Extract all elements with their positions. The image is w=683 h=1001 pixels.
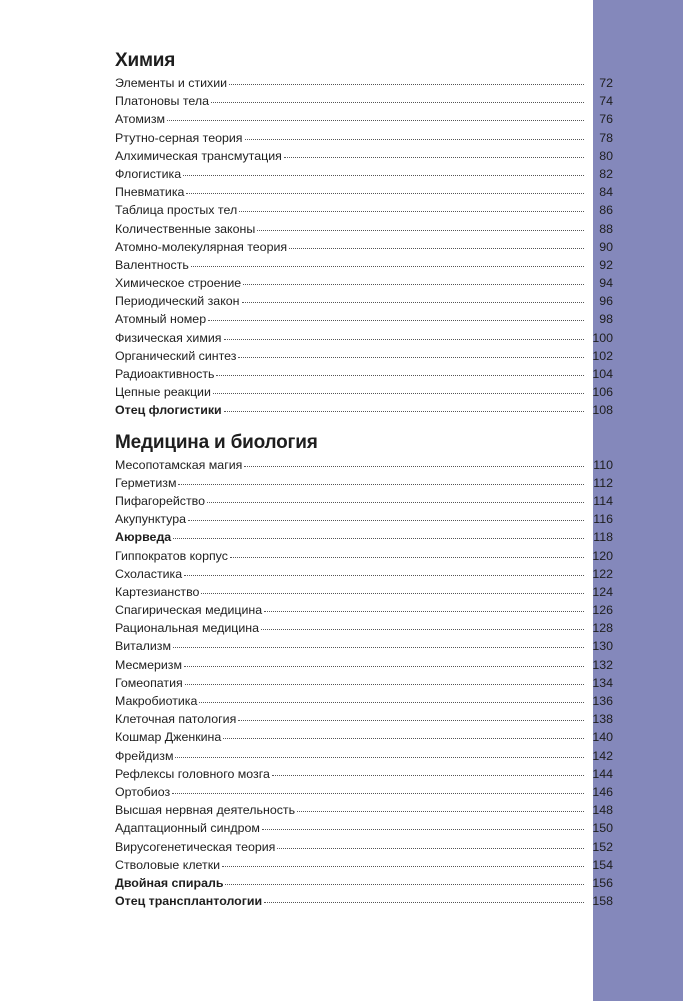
entry-page-number: 90 (599, 239, 613, 254)
entry-page-number: 98 (599, 312, 613, 327)
toc-entry[interactable] (115, 129, 613, 147)
entry-title: Физическая химия (115, 330, 222, 345)
entry-page-number: 156 (592, 875, 613, 890)
entry-title: Алхимическая трансмутация (115, 148, 282, 163)
entry-page-number: 110 (593, 457, 613, 472)
dot-leader (208, 310, 584, 321)
entry-title: Месмеризм (115, 657, 182, 672)
dot-leader (175, 747, 584, 758)
toc-entry[interactable] (115, 92, 613, 110)
entry-title: Пневматика (115, 185, 185, 200)
entry-title: Валентность (115, 257, 189, 272)
dot-leader (188, 510, 584, 521)
toc-entry[interactable] (115, 819, 613, 837)
toc-entry[interactable] (115, 347, 613, 365)
toc-entry[interactable] (115, 656, 613, 674)
toc-entry[interactable] (115, 456, 613, 474)
dot-leader (223, 728, 584, 739)
toc-entry[interactable] (115, 601, 613, 619)
dot-leader (172, 783, 584, 794)
toc-entry[interactable] (115, 692, 613, 710)
entry-page-number: 118 (593, 530, 613, 545)
toc-entry[interactable] (115, 201, 613, 219)
entry-title: Витализм (115, 639, 171, 654)
entry-page-number: 102 (592, 348, 613, 363)
dot-leader (207, 492, 584, 503)
toc-entry[interactable] (115, 783, 613, 801)
toc-entry[interactable] (115, 710, 613, 728)
entry-title: Аюрведа (115, 530, 172, 545)
entry-title: Картезианство (115, 584, 200, 599)
entry-page-number: 114 (593, 493, 613, 508)
entry-title: Таблица простых тел (115, 203, 238, 218)
entry-page-number: 130 (592, 639, 613, 654)
toc-entry[interactable] (115, 583, 613, 601)
toc-entry[interactable] (115, 165, 613, 183)
entry-page-number: 74 (599, 94, 613, 109)
entry-title: Атомизм (115, 112, 166, 127)
entry-page-number: 84 (599, 185, 613, 200)
toc-entry[interactable] (115, 292, 613, 310)
entry-title: Фрейдизм (115, 748, 174, 763)
toc-entry[interactable] (115, 183, 613, 201)
toc-entry[interactable] (115, 510, 613, 528)
dot-leader (185, 674, 584, 685)
entry-page-number: 144 (592, 766, 613, 781)
toc-entry[interactable] (115, 619, 613, 637)
entry-page-number: 140 (592, 730, 613, 745)
entry-page-number: 108 (592, 403, 613, 418)
dot-leader (239, 201, 584, 212)
toc-entry[interactable] (115, 256, 613, 274)
dot-leader (191, 256, 584, 267)
toc-entry[interactable] (115, 801, 613, 819)
dot-leader (272, 765, 584, 776)
table-of-contents (115, 48, 613, 910)
toc-entry[interactable] (115, 838, 613, 856)
entry-title: Кошмар Дженкина (115, 730, 222, 745)
entry-page-number: 86 (599, 203, 613, 218)
entry-title: Элементы и стихии (115, 76, 228, 90)
dot-leader (284, 147, 584, 158)
entry-title: Рациональная медицина (115, 621, 259, 636)
toc-entry[interactable] (115, 528, 613, 546)
dot-leader (257, 220, 584, 231)
dot-leader (262, 819, 584, 830)
entry-title: Акупунктура (115, 512, 186, 527)
entry-page-number: 122 (592, 566, 613, 581)
entry-title: Органический синтез (115, 348, 237, 363)
toc-entry[interactable] (115, 474, 613, 492)
entry-title: Атомный номер (115, 312, 207, 327)
toc-entry[interactable] (115, 383, 613, 401)
dot-leader (222, 856, 584, 867)
dot-leader (242, 292, 585, 303)
entry-title: Стволовые клетки (115, 857, 221, 872)
entry-page-number: 126 (592, 603, 613, 618)
toc-entry[interactable] (115, 637, 613, 655)
dot-leader (178, 474, 584, 485)
entry-title: Ортобиоз (115, 784, 171, 799)
entry-title: Клеточная патология (115, 712, 237, 727)
entry-title: Количественные законы (115, 221, 256, 236)
dot-leader (289, 238, 584, 249)
toc-entries (115, 74, 613, 420)
entry-title: Пифагорейство (115, 493, 205, 508)
entry-title: Рефлексы головного мозга (115, 766, 270, 781)
toc-entry[interactable] (115, 147, 613, 165)
section-title: Химия (115, 50, 176, 71)
entry-title: Вирусогенетическая теория (115, 839, 276, 854)
toc-entry[interactable] (115, 565, 613, 583)
dot-leader (224, 401, 584, 412)
entry-page-number: 88 (599, 221, 613, 236)
entry-title: Цепные реакции (115, 385, 211, 400)
entry-title: Атомно-молекулярная теория (115, 239, 288, 254)
entry-title: Месопотамская магия (115, 457, 243, 472)
entry-page-number: 158 (592, 894, 613, 909)
entry-page-number: 120 (592, 548, 613, 563)
entry-title: Флогистика (115, 166, 182, 181)
entry-title: Двойная спираль (115, 875, 224, 890)
entry-page-number: 136 (592, 694, 613, 708)
toc-entry[interactable] (115, 220, 613, 238)
entry-page-number: 152 (592, 839, 613, 854)
entry-page-number: 100 (592, 330, 613, 345)
dot-leader (229, 74, 584, 85)
dot-leader (264, 892, 584, 903)
toc-entry[interactable] (115, 874, 613, 892)
toc-entry[interactable] (115, 547, 613, 565)
toc-entry[interactable] (115, 674, 613, 692)
dot-leader (261, 619, 584, 630)
entry-page-number: 148 (592, 803, 613, 818)
entry-page-number: 128 (592, 621, 613, 636)
dot-leader (173, 528, 584, 539)
toc-entry[interactable] (115, 74, 613, 92)
dot-leader (244, 456, 584, 467)
dot-leader (199, 692, 584, 703)
entry-title: Адаптационный синдром (115, 821, 260, 836)
entry-page-number: 96 (599, 294, 613, 309)
entry-title: Макробиотика (115, 694, 198, 708)
dot-leader (224, 329, 585, 340)
toc-entry[interactable] (115, 329, 613, 347)
toc-entry[interactable] (115, 892, 613, 910)
entry-page-number: 154 (592, 857, 613, 872)
entry-title: Гомеопатия (115, 675, 183, 690)
entry-page-number: 78 (599, 130, 613, 145)
toc-entry[interactable] (115, 492, 613, 510)
entry-title: Высшая нервная деятельность (115, 803, 296, 818)
entry-page-number: 150 (592, 821, 613, 836)
dot-leader (245, 129, 584, 140)
entry-page-number: 82 (599, 166, 613, 181)
dot-leader (173, 637, 584, 648)
dot-leader (201, 583, 584, 594)
entry-page-number: 106 (592, 385, 613, 400)
entry-page-number: 112 (593, 475, 613, 490)
toc-entry[interactable] (115, 110, 613, 128)
toc-section-medicine-biology (115, 430, 613, 911)
entry-page-number: 116 (593, 512, 613, 527)
dot-leader (243, 274, 584, 285)
dot-leader (184, 656, 584, 667)
dot-leader (277, 838, 584, 849)
entry-page-number: 72 (599, 76, 613, 90)
entry-title: Ртутно-серная теория (115, 130, 243, 145)
entry-title: Химическое строение (115, 276, 242, 291)
dot-leader (264, 601, 584, 612)
toc-section-chemistry (115, 48, 613, 420)
toc-entries (115, 456, 613, 911)
toc-entry[interactable] (115, 274, 613, 292)
dot-leader (238, 710, 584, 721)
entry-page-number: 94 (599, 276, 613, 291)
toc-entry[interactable] (115, 310, 613, 328)
toc-entry[interactable] (115, 728, 613, 746)
entry-page-number: 146 (592, 784, 613, 799)
entry-title: Спагирическая медицина (115, 603, 263, 618)
dot-leader (238, 347, 584, 358)
dot-leader (230, 547, 584, 558)
entry-title: Отец трансплантологии (115, 894, 263, 909)
dot-leader (183, 165, 584, 176)
entry-page-number: 80 (599, 148, 613, 163)
entry-page-number: 142 (592, 748, 613, 763)
entry-title: Схоластика (115, 566, 183, 581)
entry-title: Радиоактивность (115, 367, 215, 381)
entry-title: Отец флогистики (115, 403, 222, 418)
entry-page-number: 132 (592, 657, 613, 672)
entry-page-number: 134 (592, 675, 613, 690)
toc-entry[interactable] (115, 401, 613, 419)
entry-page-number: 76 (599, 112, 613, 127)
entry-page-number: 124 (592, 584, 613, 599)
entry-page-number: 138 (592, 712, 613, 727)
toc-entry[interactable] (115, 238, 613, 256)
entry-title: Герметизм (115, 475, 177, 490)
entry-page-number: 104 (592, 367, 613, 381)
toc-entry[interactable] (115, 765, 613, 783)
section-title: Медицина и биология (115, 431, 318, 453)
entry-title: Периодический закон (115, 294, 240, 309)
entry-title: Платоновы тела (115, 94, 209, 109)
dot-leader (184, 565, 584, 576)
dot-leader (211, 92, 584, 103)
dot-leader (186, 183, 584, 194)
dot-leader (167, 110, 584, 121)
dot-leader (213, 383, 584, 394)
toc-entry[interactable] (115, 747, 613, 765)
dot-leader (216, 365, 584, 376)
entry-page-number: 92 (599, 257, 613, 272)
dot-leader (297, 801, 584, 812)
toc-entry[interactable] (115, 856, 613, 874)
dot-leader (225, 874, 584, 885)
entry-title: Гиппократов корпус (115, 548, 228, 563)
toc-entry[interactable] (115, 365, 613, 383)
